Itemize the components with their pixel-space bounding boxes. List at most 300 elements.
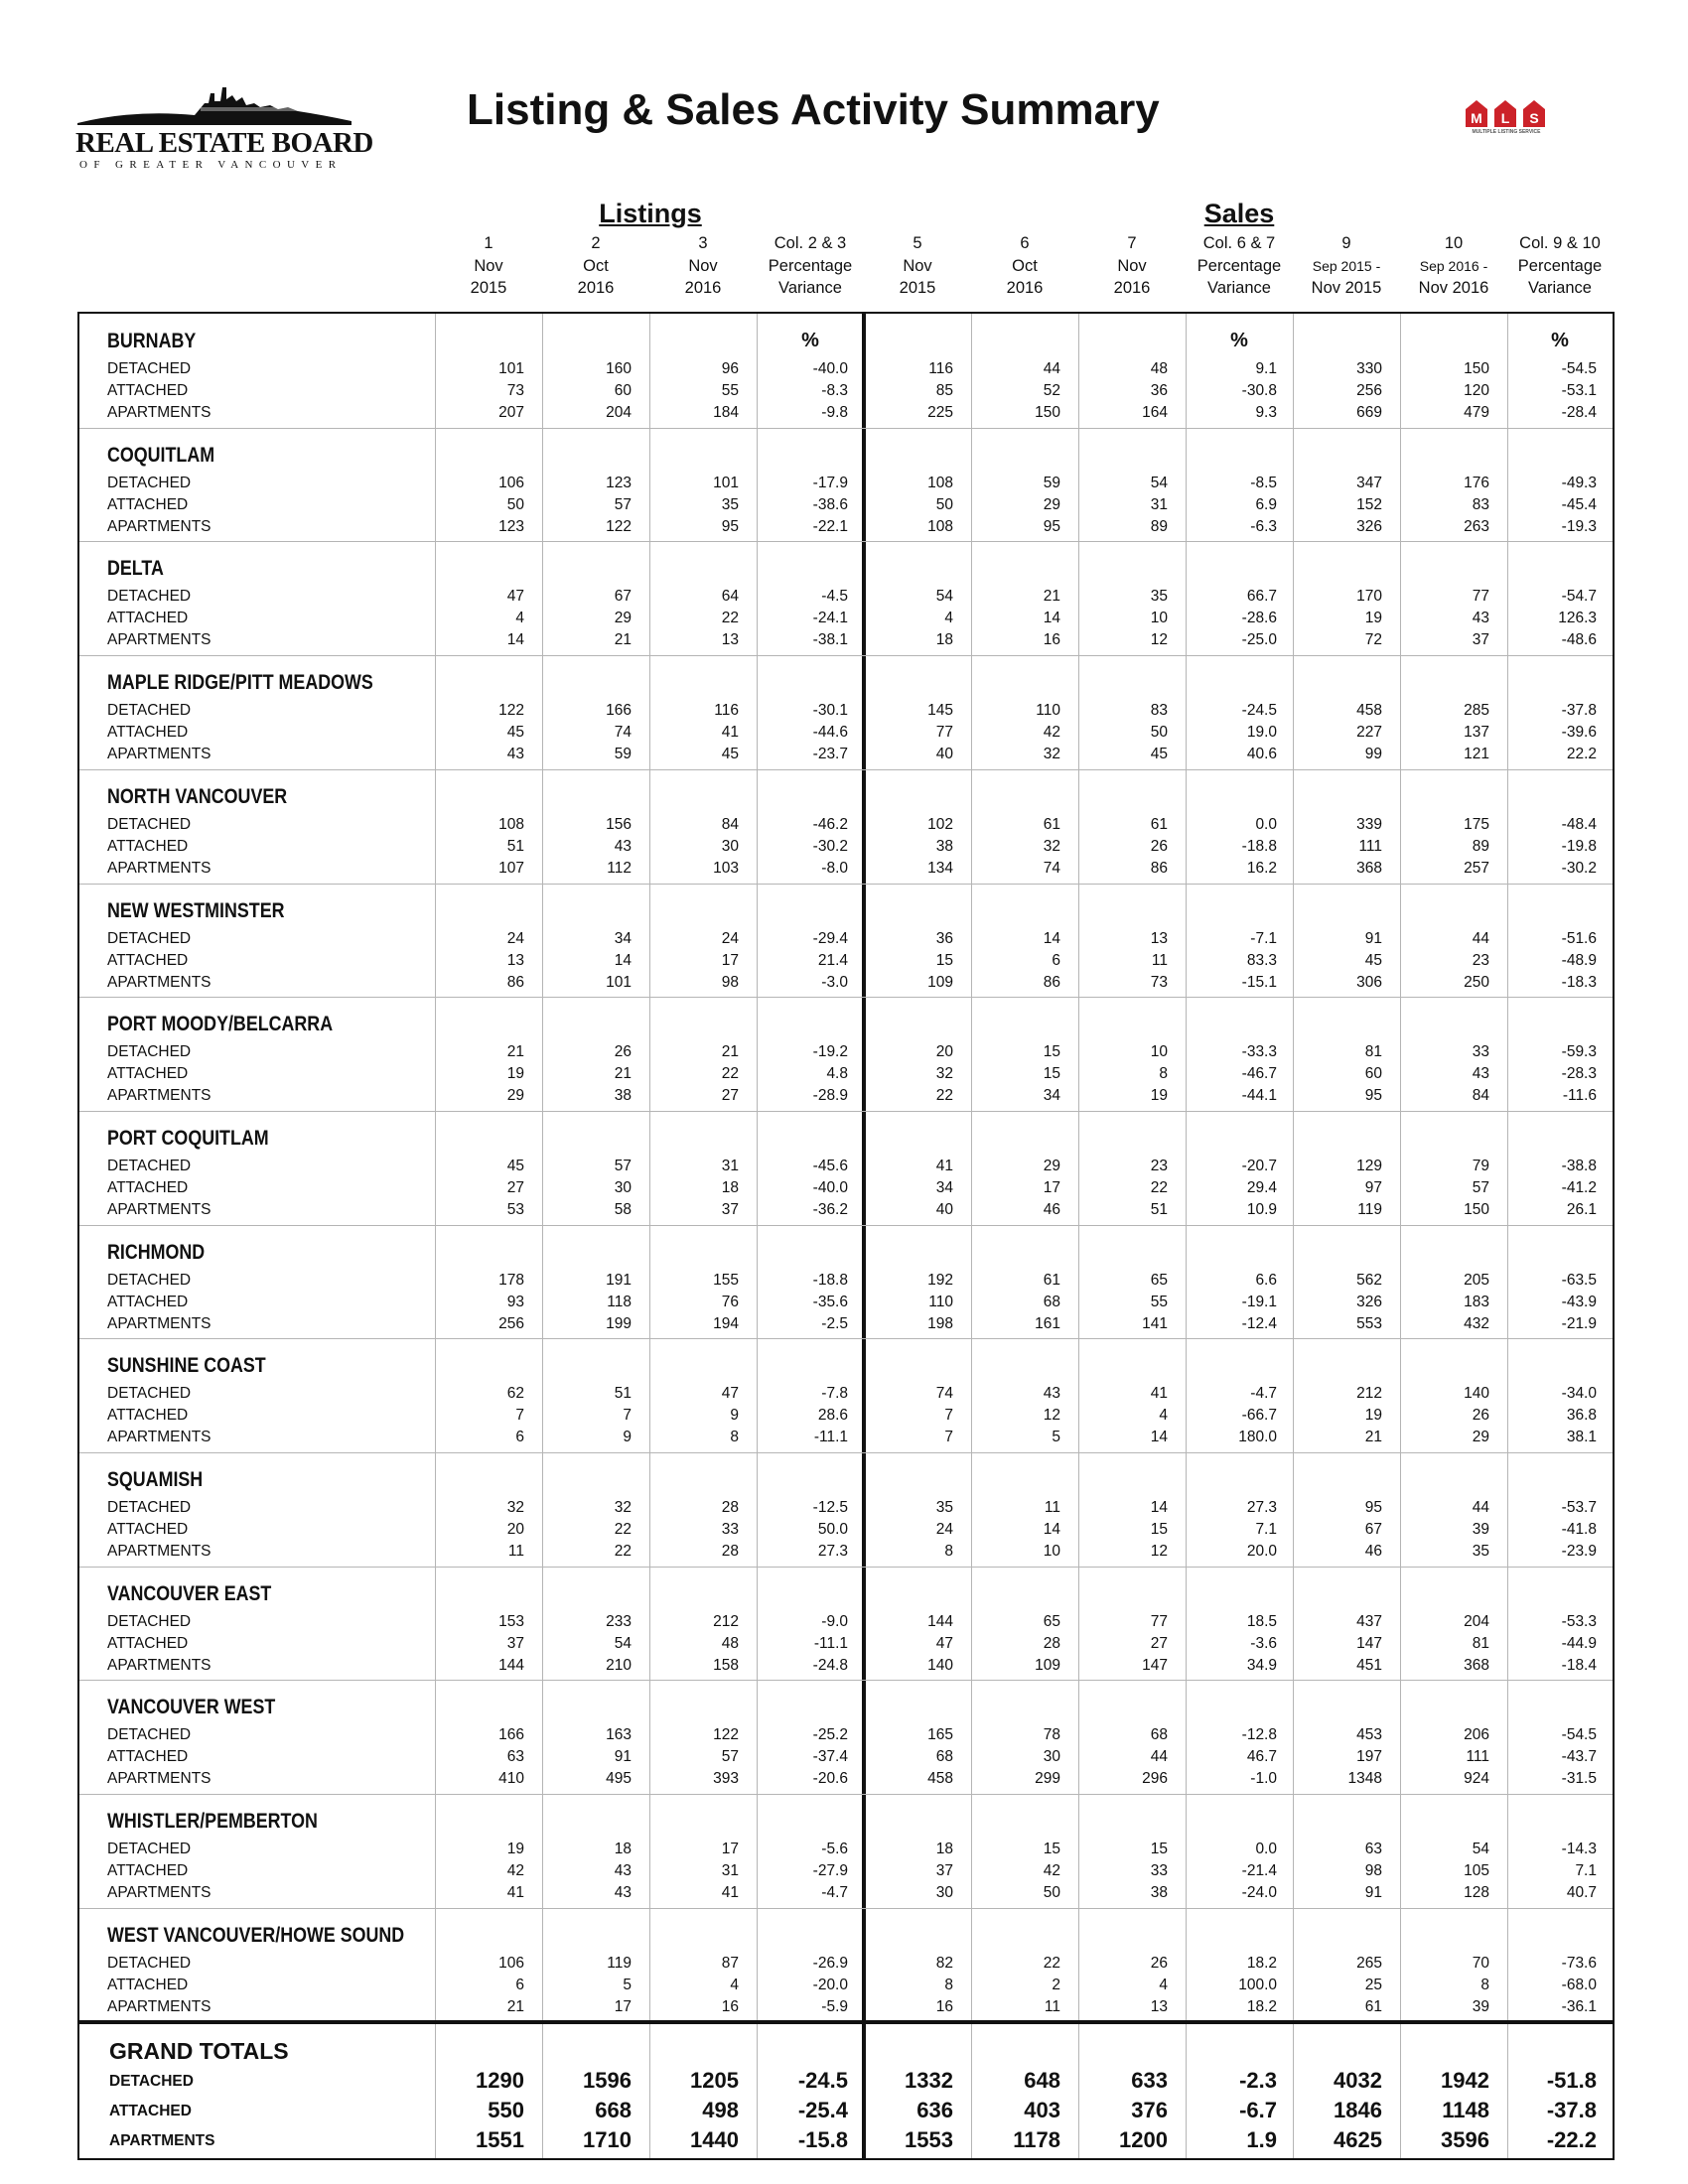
table-cell: -43.7	[1561, 1748, 1597, 1766]
table-cell: 233	[606, 1612, 632, 1630]
table-cell: 30	[1043, 1748, 1060, 1766]
table-cell: 20	[935, 1043, 953, 1061]
table-cell: 14	[1150, 1429, 1168, 1446]
table-cell: 6.6	[1255, 1271, 1277, 1289]
row-label: ATTACHED	[107, 1521, 189, 1538]
table-cell: 44	[1150, 1748, 1168, 1766]
table-cell: -28.9	[812, 1087, 848, 1105]
grand-total-cell: 1332	[905, 2067, 953, 2093]
table-cell: 306	[1356, 973, 1382, 991]
table-cell: 86	[1150, 859, 1168, 877]
table-cell: 10	[1150, 610, 1168, 627]
table-cell: 250	[1464, 973, 1489, 991]
table-cell: -29.4	[812, 929, 848, 947]
grand-total-cell: -6.7	[1239, 2097, 1277, 2122]
table-cell: 109	[927, 973, 953, 991]
table-cell: 9.3	[1255, 404, 1277, 421]
table-cell: 120	[1464, 382, 1489, 399]
table-cell: 410	[498, 1770, 524, 1788]
table-cell: 129	[1356, 1157, 1382, 1174]
table-cell: 4	[944, 610, 953, 627]
table-cell: 29	[1472, 1429, 1489, 1446]
table-cell: 76	[721, 1293, 739, 1310]
table-cell: 68	[1150, 1726, 1168, 1744]
table-cell: 206	[1464, 1726, 1489, 1744]
table-cell: 9	[730, 1407, 739, 1425]
row-label: DETACHED	[107, 1841, 192, 1858]
column-header	[1287, 232, 1406, 300]
table-cell: 34.9	[1246, 1656, 1277, 1674]
region-separator	[79, 1338, 1613, 1339]
column-header-line: 2	[591, 234, 601, 252]
table-cell: 393	[713, 1770, 739, 1788]
table-cell: 51	[1150, 1200, 1168, 1218]
table-cell: -23.7	[812, 746, 848, 763]
table-cell: -7.8	[821, 1385, 848, 1403]
grand-total-cell: -22.2	[1546, 2126, 1597, 2152]
column-header-line: Nov	[474, 256, 503, 275]
table-cell: 210	[606, 1656, 632, 1674]
table-cell: -27.9	[812, 1862, 848, 1880]
table-cell: 368	[1464, 1656, 1489, 1674]
table-cell: 161	[1035, 1314, 1060, 1332]
table-cell: 4	[730, 1976, 739, 1993]
grand-total-cell: 1148	[1442, 2097, 1489, 2122]
skyline-icon	[75, 81, 353, 129]
table-cell: 176	[1464, 474, 1489, 491]
table-cell: 29	[614, 610, 632, 627]
table-cell: 8	[944, 1543, 953, 1560]
table-cell: 106	[498, 474, 524, 491]
table-cell: -30.1	[812, 702, 848, 720]
table-cell: 296	[1142, 1770, 1168, 1788]
table-cell: 166	[498, 1726, 524, 1744]
row-label: APARTMENTS	[107, 1656, 211, 1674]
table-cell: 24	[721, 929, 739, 947]
table-cell: 31	[1150, 495, 1168, 513]
table-cell: 28.6	[817, 1407, 848, 1425]
table-cell: 43	[506, 746, 524, 763]
table-cell: -24.1	[812, 610, 848, 627]
table-cell: 40.6	[1246, 746, 1277, 763]
region-name: RICHMOND	[107, 1240, 206, 1264]
row-label: APARTMENTS	[107, 1884, 211, 1902]
table-cell: 18	[721, 1178, 739, 1196]
grand-total-cell: 1178	[1013, 2126, 1060, 2152]
table-cell: 432	[1464, 1314, 1489, 1332]
table-cell: 61	[1150, 815, 1168, 833]
table-cell: 6	[1052, 951, 1060, 969]
table-cell: 212	[1356, 1385, 1382, 1403]
table-cell: 207	[498, 404, 524, 421]
row-label: DETACHED	[107, 1157, 192, 1174]
table-cell: 77	[1472, 588, 1489, 606]
table-cell: 339	[1356, 815, 1382, 833]
table-cell: 47	[506, 588, 524, 606]
row-label: ATTACHED	[107, 1178, 189, 1196]
table-cell: 46.7	[1246, 1748, 1277, 1766]
table-cell: 33	[1150, 1862, 1168, 1880]
table-cell: 44	[1472, 1499, 1489, 1516]
table-cell: -21.9	[1561, 1314, 1597, 1332]
table-cell: 30	[721, 837, 739, 855]
table-cell: 495	[606, 1770, 632, 1788]
table-cell: 16.2	[1246, 859, 1277, 877]
row-label: APARTMENTS	[107, 1429, 211, 1446]
table-cell: 18	[935, 1841, 953, 1858]
table-cell: 91	[1364, 1884, 1382, 1902]
table-cell: 194	[713, 1314, 739, 1332]
column-header	[1072, 232, 1192, 300]
table-cell: 20	[506, 1521, 524, 1538]
region-name: WHISTLER/PEMBERTON	[107, 1810, 318, 1834]
column-header	[858, 232, 977, 300]
table-cell: 45	[1150, 746, 1168, 763]
grand-total-cell: -2.3	[1239, 2067, 1277, 2093]
logo-subtitle: OF GREATER VANCOUVER	[79, 159, 343, 171]
table-cell: 58	[614, 1200, 632, 1218]
table-cell: 330	[1356, 360, 1382, 377]
column-header-line: 2016	[1113, 279, 1151, 297]
table-cell: 141	[1142, 1314, 1168, 1332]
table-cell: 50	[1043, 1884, 1060, 1902]
column-header-line: Col. 6 & 7	[1202, 234, 1276, 252]
table-cell: 67	[614, 588, 632, 606]
table-cell: 15	[1150, 1521, 1168, 1538]
table-cell: 54	[1150, 474, 1168, 491]
table-cell: 34	[614, 929, 632, 947]
table-cell: 37	[721, 1200, 739, 1218]
row-label: ATTACHED	[107, 382, 189, 399]
column-header-line: Variance	[1528, 279, 1592, 297]
grand-total-cell: 1942	[1441, 2067, 1489, 2093]
region-separator	[79, 1680, 1613, 1681]
table-cell: -37.4	[812, 1748, 848, 1766]
table-cell: 22	[614, 1521, 632, 1538]
column-header	[429, 232, 548, 300]
listings-heading: Listings	[599, 199, 702, 228]
column-header-line: Nov 2015	[1311, 279, 1382, 297]
region-name: SUNSHINE COAST	[107, 1354, 266, 1378]
table-cell: -45.6	[812, 1157, 848, 1174]
table-cell: 140	[927, 1656, 953, 1674]
table-cell: 74	[1043, 859, 1060, 877]
table-cell: 6	[515, 1976, 524, 1993]
table-cell: 95	[1043, 517, 1060, 535]
table-cell: 25	[1364, 1976, 1382, 1993]
table-cell: 0.0	[1255, 1841, 1277, 1858]
table-cell: 8	[730, 1429, 739, 1446]
table-cell: 48	[1150, 360, 1168, 377]
region-separator	[79, 1908, 1613, 1909]
table-cell: 9.1	[1255, 360, 1277, 377]
table-cell: -11.1	[813, 1634, 848, 1652]
grand-total-cell: 1200	[1119, 2126, 1168, 2152]
table-cell: -25.2	[812, 1726, 848, 1744]
table-cell: 116	[928, 360, 953, 377]
table-cell: 38	[1150, 1884, 1168, 1902]
table-cell: 57	[614, 1157, 632, 1174]
table-cell: 41	[1150, 1385, 1168, 1403]
column-header-line: Col. 2 & 3	[774, 234, 847, 252]
table-cell: 64	[721, 588, 739, 606]
table-cell: 84	[1472, 1087, 1489, 1105]
svg-text:S: S	[1529, 110, 1539, 126]
table-cell: 36	[1150, 382, 1168, 399]
table-cell: -2.5	[821, 1314, 848, 1332]
table-cell: 118	[607, 1293, 632, 1310]
table-cell: 15	[1150, 1841, 1168, 1858]
table-cell: 22	[614, 1543, 632, 1560]
table-cell: 24	[506, 929, 524, 947]
table-cell: 35	[721, 495, 739, 513]
table-cell: 368	[1356, 859, 1382, 877]
row-label: APARTMENTS	[107, 746, 211, 763]
table-cell: 43	[614, 1884, 632, 1902]
table-cell: 21	[1043, 588, 1060, 606]
table-cell: 24	[935, 1521, 953, 1538]
table-cell: 9	[623, 1429, 632, 1446]
region-separator	[79, 541, 1613, 542]
table-cell: -18.8	[1241, 837, 1277, 855]
grand-total-cell: -24.5	[797, 2067, 848, 2093]
table-cell: -59.3	[1561, 1043, 1597, 1061]
table-cell: 28	[721, 1499, 739, 1516]
row-label: DETACHED	[107, 1271, 192, 1289]
table-cell: -28.4	[1561, 404, 1597, 421]
table-cell: -24.8	[812, 1656, 848, 1674]
grand-total-cell: 648	[1024, 2067, 1060, 2093]
table-cell: -8.3	[821, 382, 848, 399]
row-label: APARTMENTS	[107, 859, 211, 877]
grand-total-cell: 1.9	[1246, 2126, 1277, 2152]
table-cell: 116	[714, 702, 739, 720]
table-cell: -66.7	[1241, 1407, 1277, 1425]
table-cell: 156	[606, 815, 632, 833]
table-cell: 43	[614, 1862, 632, 1880]
table-cell: 34	[1043, 1087, 1060, 1105]
row-label: ATTACHED	[107, 1862, 189, 1880]
grand-total-cell: 498	[702, 2097, 739, 2122]
table-cell: -3.6	[1250, 1634, 1277, 1652]
table-cell: 29.4	[1246, 1178, 1277, 1196]
table-cell: -39.6	[1561, 724, 1597, 742]
table-cell: 0.0	[1255, 815, 1277, 833]
region-separator	[79, 1111, 1613, 1112]
row-label: ATTACHED	[107, 724, 189, 742]
table-cell: -33.3	[1241, 1043, 1277, 1061]
table-cell: 4	[1159, 1407, 1168, 1425]
table-cell: 170	[1356, 588, 1382, 606]
table-cell: 51	[614, 1385, 632, 1403]
column-header	[965, 232, 1084, 300]
table-cell: 10	[1150, 1043, 1168, 1061]
region-separator	[79, 655, 1613, 656]
table-cell: 924	[1464, 1770, 1489, 1788]
table-cell: 26	[1150, 1954, 1168, 1972]
table-cell: 53	[506, 1200, 524, 1218]
table-cell: 7	[944, 1429, 953, 1446]
column-header-line: Nov	[903, 256, 932, 275]
column-header-line: Oct	[1012, 256, 1038, 275]
table-cell: 110	[1036, 702, 1060, 720]
region-separator	[79, 1794, 1613, 1795]
table-cell: 35	[1150, 588, 1168, 606]
table-cell: 68	[935, 1748, 953, 1766]
grand-total-cell: 376	[1131, 2097, 1168, 2122]
table-cell: 453	[1356, 1726, 1382, 1744]
table-cell: 299	[1035, 1770, 1060, 1788]
table-cell: 32	[1043, 837, 1060, 855]
row-label: DETACHED	[107, 588, 192, 606]
table-cell: 55	[1150, 1293, 1168, 1310]
table-cell: 122	[498, 702, 524, 720]
table-cell: -5.9	[821, 1997, 848, 2015]
row-label: ATTACHED	[107, 1748, 189, 1766]
table-cell: 10	[1043, 1543, 1060, 1560]
row-label: APARTMENTS	[107, 631, 211, 649]
table-cell: -51.6	[1561, 929, 1597, 947]
table-cell: 4	[515, 610, 524, 627]
table-cell: 26.1	[1566, 1200, 1597, 1218]
table-cell: 16	[935, 1997, 953, 2015]
table-cell: 52	[1043, 382, 1060, 399]
table-cell: 22	[721, 610, 739, 627]
column-header-line: Variance	[1207, 279, 1271, 297]
table-cell: 46	[1364, 1543, 1382, 1560]
table-cell: 150	[1464, 1200, 1489, 1218]
table-cell: 35	[935, 1499, 953, 1516]
table-cell: 175	[1464, 815, 1489, 833]
row-label: ATTACHED	[107, 1293, 189, 1310]
table-cell: 17	[721, 951, 739, 969]
table-cell: 12	[1043, 1407, 1060, 1425]
column-header-line: Nov 2016	[1418, 279, 1489, 297]
table-cell: 27	[1150, 1634, 1168, 1652]
grand-total-label: ATTACHED	[109, 2102, 192, 2119]
grand-totals-title: GRAND TOTALS	[109, 2037, 289, 2064]
table-cell: -28.6	[1241, 610, 1277, 627]
column-header-line: 10	[1444, 234, 1464, 252]
table-cell: 14	[1150, 1499, 1168, 1516]
table-cell: 153	[498, 1612, 524, 1630]
table-cell: 8	[944, 1976, 953, 1993]
grand-total-cell: 636	[916, 2097, 953, 2122]
row-label: APARTMENTS	[107, 1200, 211, 1218]
table-cell: 46	[1043, 1200, 1060, 1218]
table-cell: 5	[1052, 1429, 1060, 1446]
table-cell: -15.1	[1241, 973, 1277, 991]
region-name: VANCOUVER WEST	[107, 1696, 276, 1719]
table-cell: 14	[1043, 929, 1060, 947]
table-cell: 77	[1150, 1612, 1168, 1630]
table-cell: 112	[607, 859, 632, 877]
table-cell: 15	[1043, 1043, 1060, 1061]
table-cell: 137	[1464, 724, 1489, 742]
table-cell: 45	[721, 746, 739, 763]
table-cell: -1.0	[1250, 1770, 1277, 1788]
table-cell: 184	[713, 404, 739, 421]
table-cell: 31	[721, 1862, 739, 1880]
table-cell: -30.8	[1241, 382, 1277, 399]
table-cell: -37.8	[1561, 702, 1597, 720]
row-label: APARTMENTS	[107, 517, 211, 535]
table-cell: 31	[721, 1157, 739, 1174]
table-cell: 122	[606, 517, 632, 535]
table-cell: 14	[1043, 610, 1060, 627]
table-cell: -11.6	[1562, 1087, 1597, 1105]
table-cell: -53.3	[1561, 1612, 1597, 1630]
table-cell: -38.8	[1561, 1157, 1597, 1174]
table-cell: 18.5	[1246, 1612, 1277, 1630]
row-label: APARTMENTS	[107, 1997, 211, 2015]
table-cell: 227	[1356, 724, 1382, 742]
column-header	[751, 232, 870, 300]
percent-symbol: %	[1551, 330, 1569, 351]
table-cell: 134	[927, 859, 953, 877]
table-cell: 19.0	[1246, 724, 1277, 742]
table-cell: 191	[606, 1271, 632, 1289]
table-cell: 74	[614, 724, 632, 742]
grand-total-cell: 403	[1024, 2097, 1060, 2122]
table-cell: -36.2	[812, 1200, 848, 1218]
table-cell: 16	[721, 1997, 739, 2015]
table-cell: -5.6	[821, 1841, 848, 1858]
table-cell: -30.2	[812, 837, 848, 855]
table-cell: 55	[721, 382, 739, 399]
grand-total-cell: 550	[488, 2097, 524, 2122]
table-cell: 89	[1472, 837, 1489, 855]
table-cell: 110	[928, 1293, 953, 1310]
row-label: ATTACHED	[107, 1065, 189, 1083]
table-cell: -45.4	[1561, 495, 1597, 513]
column-header-line: Col. 9 & 10	[1519, 234, 1601, 252]
table-cell: 21	[506, 1043, 524, 1061]
region-name: VANCOUVER EAST	[107, 1581, 272, 1605]
table-cell: 26	[614, 1043, 632, 1061]
percent-symbol: %	[801, 330, 819, 351]
table-cell: 285	[1464, 702, 1489, 720]
region-name: SQUAMISH	[107, 1468, 204, 1491]
region-name: DELTA	[107, 557, 164, 581]
grand-total-cell: 1440	[690, 2126, 739, 2152]
table-cell: -31.5	[1561, 1770, 1597, 1788]
table-cell: 7	[515, 1407, 524, 1425]
table-cell: 38.1	[1566, 1429, 1597, 1446]
table-cell: -26.9	[812, 1954, 848, 1972]
row-label: DETACHED	[107, 1385, 192, 1403]
region-name: PORT COQUITLAM	[107, 1126, 269, 1150]
row-label: ATTACHED	[107, 1634, 189, 1652]
table-cell: 59	[1043, 474, 1060, 491]
table-cell: 19	[1364, 1407, 1382, 1425]
table-cell: -8.0	[821, 859, 848, 877]
table-cell: 54	[614, 1634, 632, 1652]
table-cell: 68	[1043, 1293, 1060, 1310]
grand-total-label: APARTMENTS	[109, 2131, 215, 2149]
table-cell: 198	[927, 1314, 953, 1332]
table-cell: -35.6	[812, 1293, 848, 1310]
table-cell: 326	[1356, 1293, 1382, 1310]
table-cell: 5	[623, 1976, 632, 1993]
table-cell: 30	[935, 1884, 953, 1902]
column-header-line: 2016	[1006, 279, 1044, 297]
table-cell: -49.3	[1561, 474, 1597, 491]
table-cell: 12	[1150, 631, 1168, 649]
table-cell: 479	[1464, 404, 1489, 421]
table-cell: 458	[927, 1770, 953, 1788]
table-cell: 256	[1356, 382, 1382, 399]
